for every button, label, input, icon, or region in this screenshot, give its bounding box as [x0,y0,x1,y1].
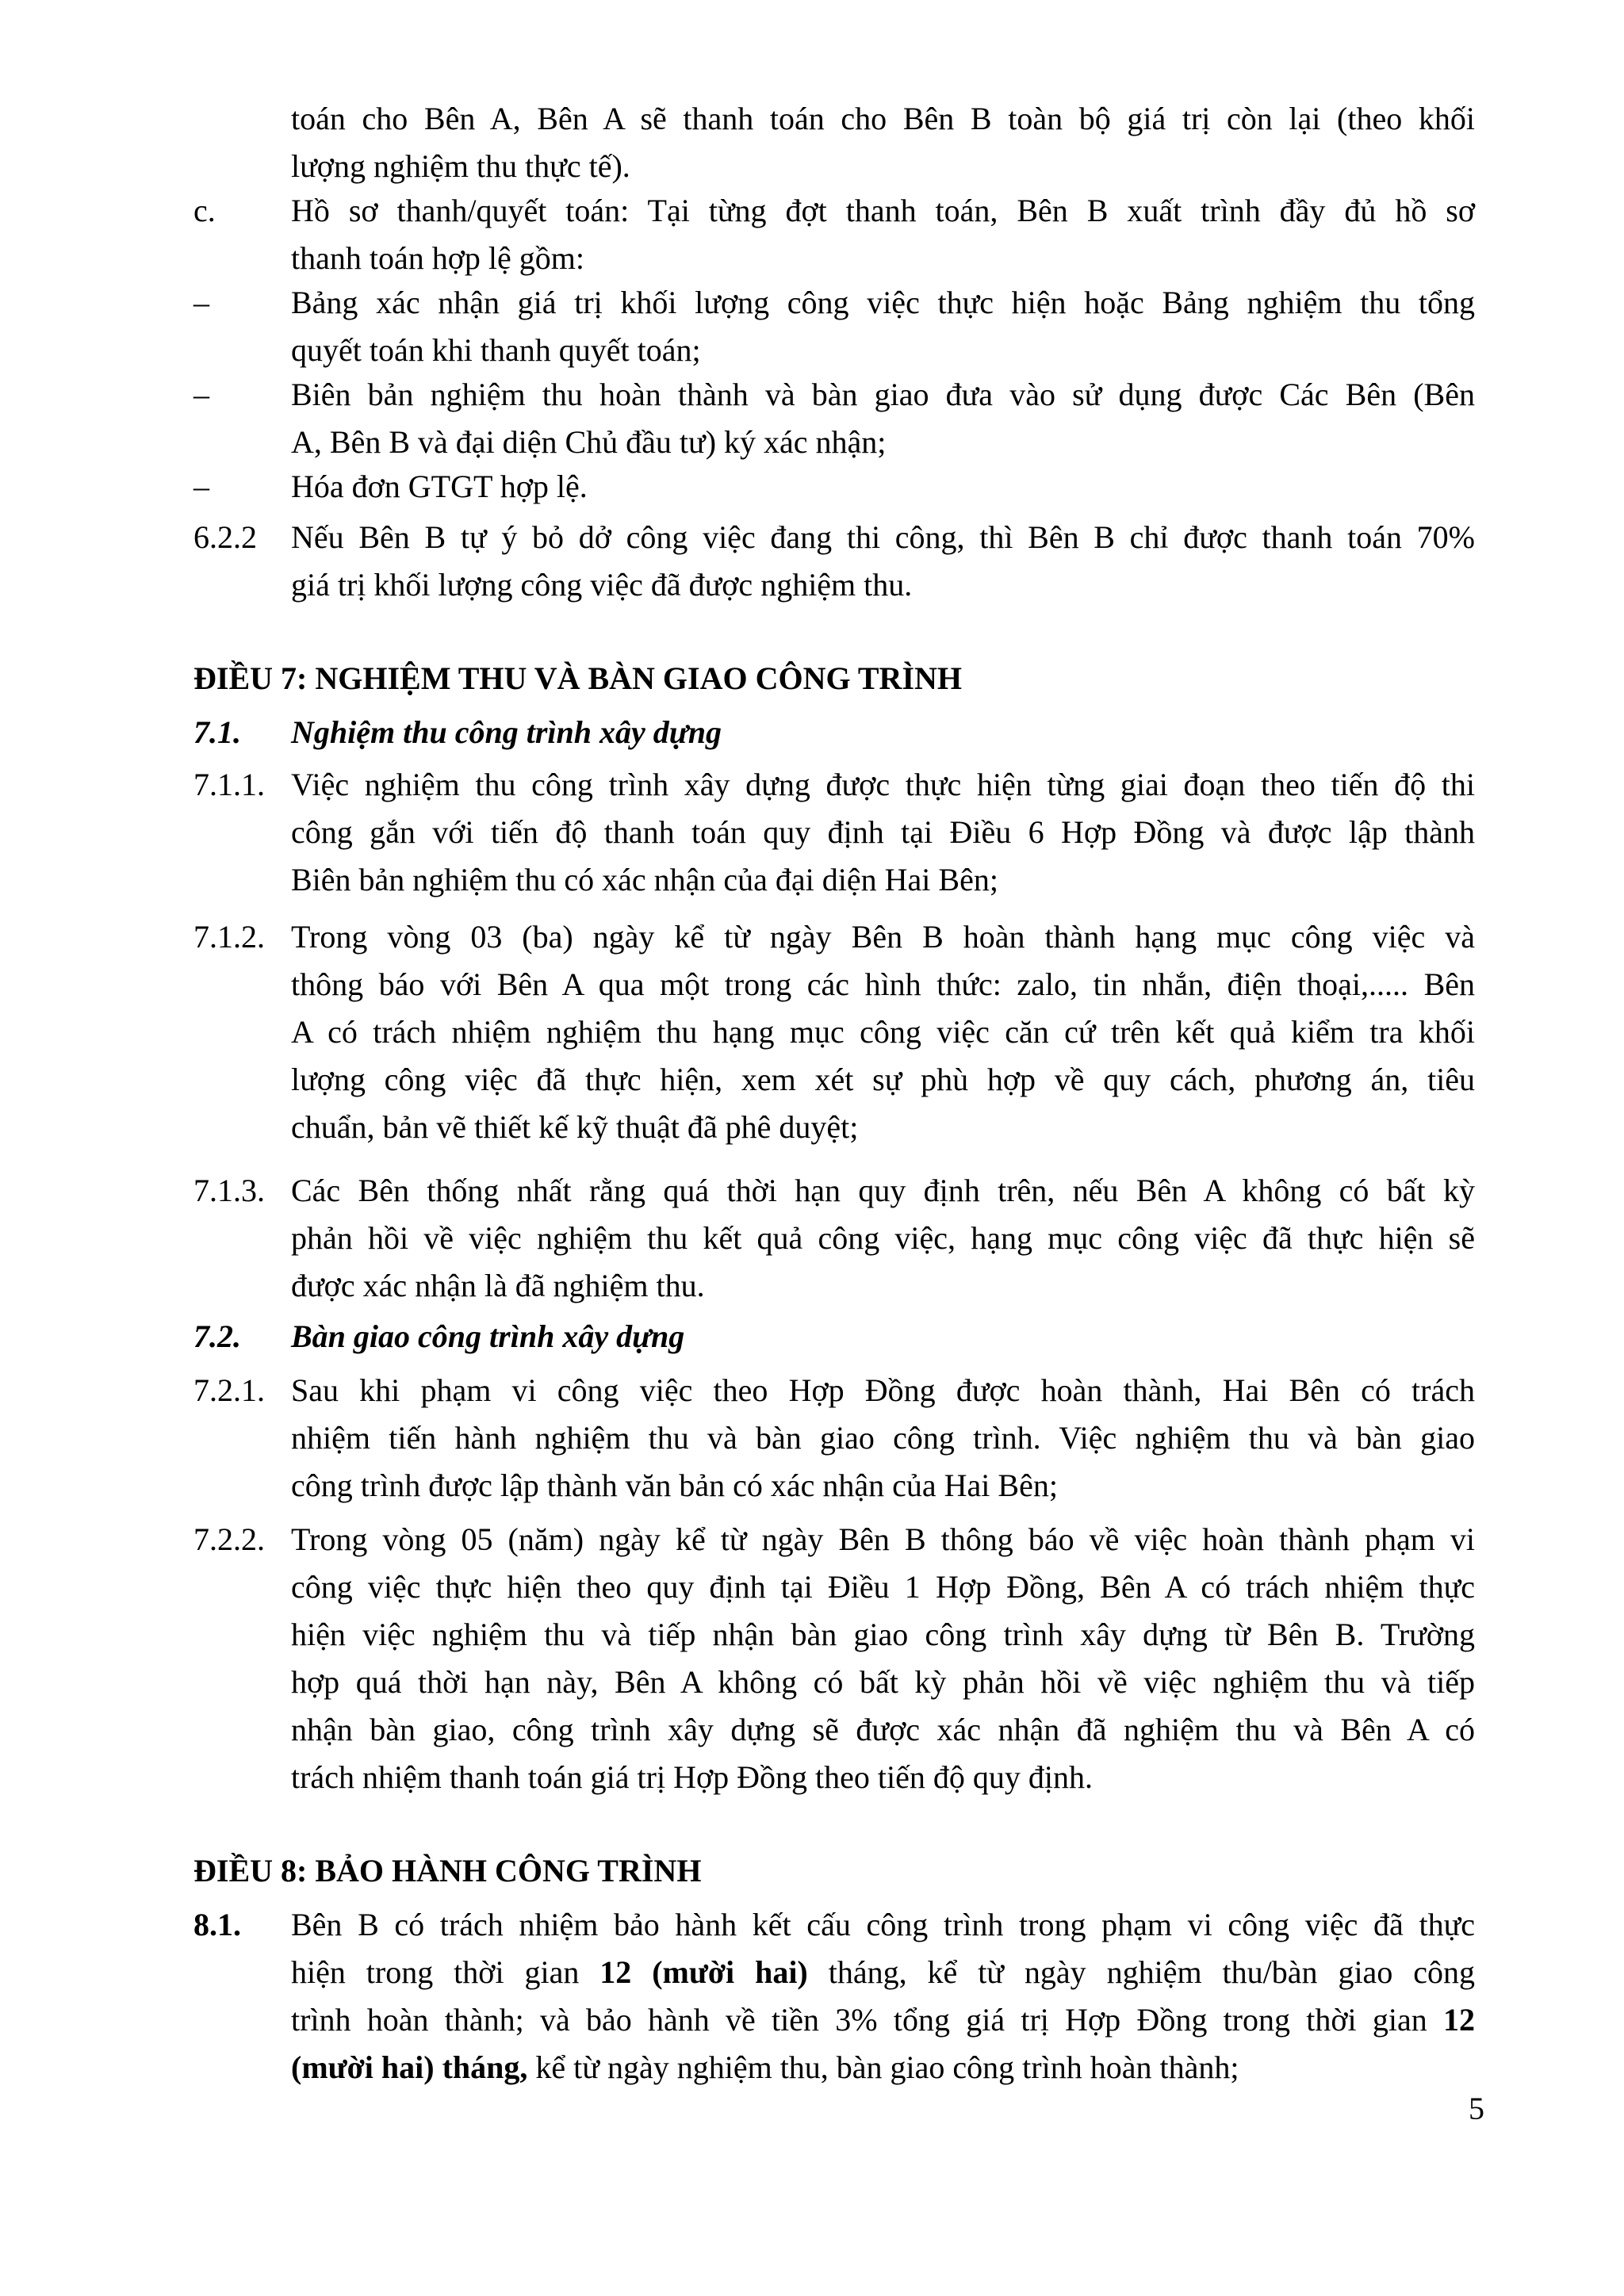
text-line: lượng công việc đã thực hiện, xem xét sự phù hợp về quy cách, phương án, tiêu [291,1062,1475,1097]
text-line: Các Bên thống nhất rằng quá thời hạn quy định trên, nếu Bên A không có bất kỳ [291,1173,1475,1208]
text-line: giá trị khối lượng công việc đã được nghiệm thu. [291,567,913,603]
text-line: công trình được lập thành văn bản có xác nhận của Hai Bên; [291,1468,1058,1503]
text-line: nhận bàn giao, công trình xây dựng sẽ được xác nhận đã nghiệm thu và Bên A có [291,1712,1475,1747]
clause-label: – [193,469,209,504]
text-line: được xác nhận là đã nghiệm thu. [291,1268,705,1303]
text-line: trách nhiệm thanh toán giá trị Hợp Đồng theo tiến độ quy định. [291,1759,1093,1795]
text-line: Việc nghiệm thu công trình xây dựng được thực hiện từng giai đoạn theo tiến độ thi [291,767,1475,802]
text-line: trình hoàn thành; và bảo hành về tiền 3% tổng giá trị Hợp Đồng trong thời gian 12 [291,2002,1475,2038]
text-line: hiện trong thời gian 12 (mười hai) tháng, kể từ ngày nghiệm thu/bàn giao công [291,1954,1476,1990]
text-line: Nếu Bên B tự ý bỏ dở công việc đang thi công, thì Bên B chỉ được thanh toán 70% [291,519,1475,555]
text-line: chuẩn, bản vẽ thiết kế kỹ thuật đã phê duyệt; [291,1109,859,1145]
text-line: Nghiệm thu công trình xây dựng [291,714,722,750]
text-line: Trong vòng 03 (ba) ngày kể từ ngày Bên B hoàn thành hạng mục công việc và [291,919,1475,955]
clause-label: 7.2.1. [193,1372,265,1408]
text-line: công gắn với tiến độ thanh toán quy định tại Điều 6 Hợp Đồng và được lập thành [291,814,1475,850]
text-line: toán cho Bên A, Bên A sẽ thanh toán cho Bên B toàn bộ giá trị còn lại (theo khối [291,101,1475,136]
clause-label: 7.2. [193,1318,241,1354]
text-line: công việc thực hiện theo quy định tại Điều 1 Hợp Đồng, Bên A có trách nhiệm thực [291,1569,1475,1605]
clause-label: – [193,377,209,412]
page-number: 5 [1469,2091,1484,2126]
text-line: thông báo với Bên A qua một trong các hình thức: zalo, tin nhắn, điện thoại,..... Bên [291,966,1475,1002]
heading-text: ĐIỀU 8: BẢO HÀNH CÔNG TRÌNH [193,1853,702,1888]
text-line: Hồ sơ thanh/quyết toán: Tại từng đợt thanh toán, Bên B xuất trình đầy đủ hồ sơ [291,193,1475,228]
clause-label: 7.1.1. [193,767,265,802]
text-line: A có trách nhiệm nghiệm thu hạng mục công việc căn cứ trên kết quả kiểm tra khối [291,1014,1475,1050]
text-line: Trong vòng 05 (năm) ngày kể từ ngày Bên B thông báo về việc hoàn thành phạm vi [291,1521,1475,1557]
clause-label: c. [193,193,216,228]
text-line: Biên bản nghiệm thu hoàn thành và bàn giao đưa vào sử dụng được Các Bên (Bên [291,377,1475,412]
text-line: nhiệm tiến hành nghiệm thu và bàn giao công trình. Việc nghiệm thu và bàn giao [291,1420,1475,1456]
heading-text: ĐIỀU 7: NGHIỆM THU VÀ BÀN GIAO CÔNG TRÌNH [193,660,963,696]
clause-label: 7.1.2. [193,919,265,955]
text-line: A, Bên B và đại diện Chủ đầu tư) ký xác nhận; [291,424,887,460]
text-line: hợp quá thời hạn này, Bên A không có bất kỳ phản hồi về việc nghiệm thu và tiếp [291,1664,1475,1700]
text-line: Bảng xác nhận giá trị khối lượng công việc thực hiện hoặc Bảng nghiệm thu tổng [291,285,1475,320]
text-line: Biên bản nghiệm thu có xác nhận của đại diện Hai Bên; [291,862,998,897]
clause-label: 6.2.2 [193,519,257,555]
text-line: Bàn giao công trình xây dựng [291,1318,685,1354]
text-line: thanh toán hợp lệ gồm: [291,240,584,276]
text-line: (mười hai) tháng, kể từ ngày nghiệm thu, bàn giao công trình hoàn thành; [291,2049,1239,2085]
text-line: quyết toán khi thanh quyết toán; [291,332,701,368]
text-line: Hóa đơn GTGT hợp lệ. [291,469,588,504]
clause-label: 8.1. [193,1907,241,1942]
clause-label: – [193,285,209,320]
clause-label: 7.1. [193,714,241,750]
text-line: lượng nghiệm thu thực tế). [291,148,630,184]
text-line: Bên B có trách nhiệm bảo hành kết cấu công trình trong phạm vi công việc đã thực [291,1907,1475,1942]
text-line: hiện việc nghiệm thu và tiếp nhận bàn giao công trình xây dựng từ Bên B. Trường [291,1617,1475,1652]
clause-label: 7.2.2. [193,1521,265,1557]
text-line: Sau khi phạm vi công việc theo Hợp Đồng được hoàn thành, Hai Bên có trách [291,1372,1475,1408]
clause-label: 7.1.3. [193,1173,265,1208]
text-line: phản hồi về việc nghiệm thu kết quả công việc, hạng mục công việc đã thực hiện sẽ [291,1220,1475,1256]
